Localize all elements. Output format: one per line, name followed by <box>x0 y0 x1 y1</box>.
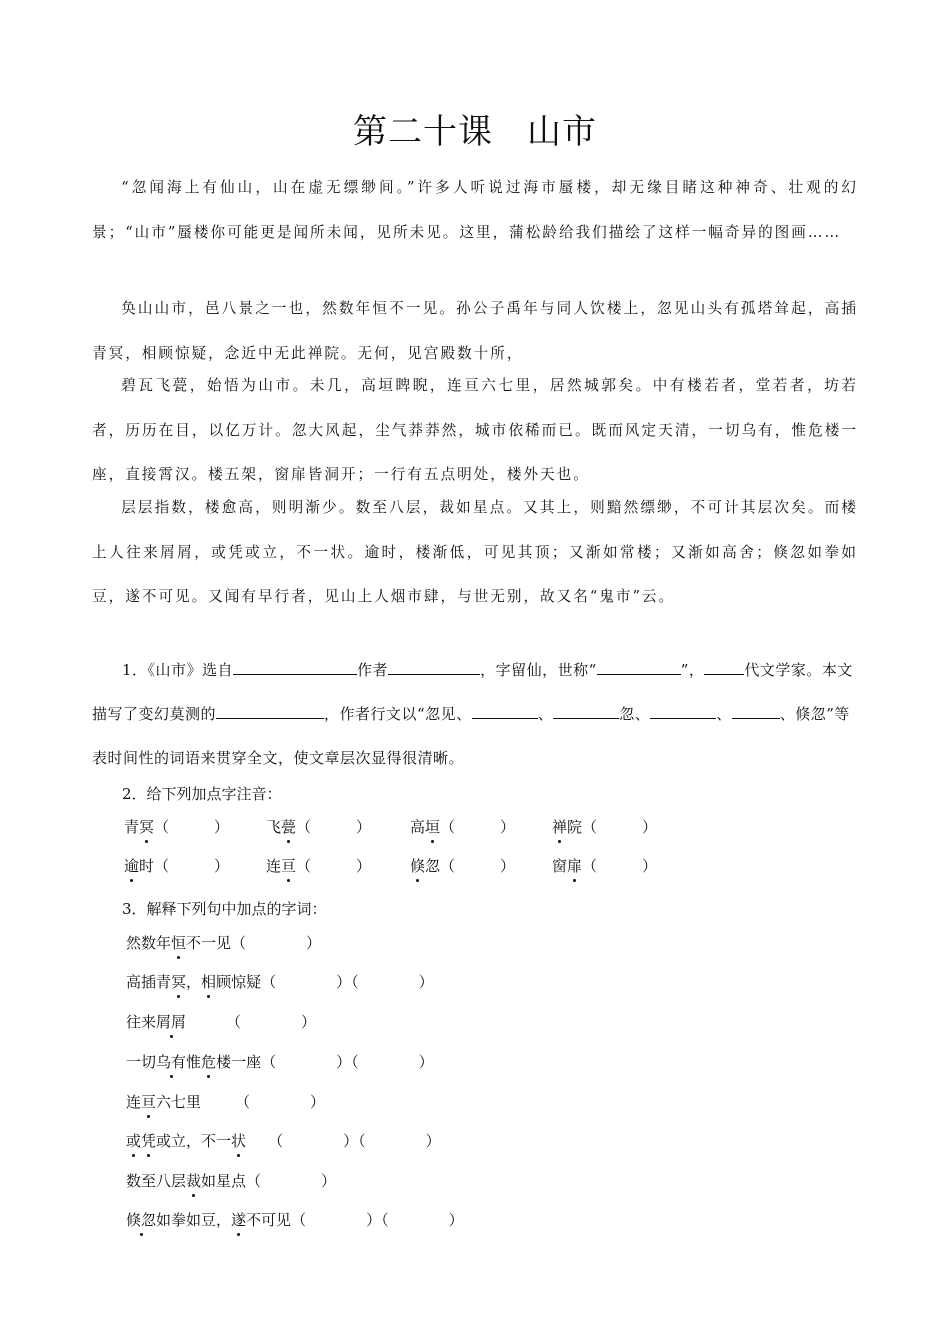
answer-paren[interactable]: （ ） <box>296 857 372 875</box>
question-3-heading: 3．解释下列句中加点的字词： <box>122 900 327 918</box>
answer-blank[interactable] <box>233 658 357 676</box>
answer-paren[interactable]: （ ）（ ） <box>261 1053 434 1071</box>
dotted-char: 或 <box>126 1132 142 1150</box>
answer-paren[interactable]: （ ） <box>154 857 230 875</box>
answer-blank[interactable] <box>732 702 780 720</box>
explain-item: 高插青冥，相顾惊疑（ ）（ ） <box>126 973 434 991</box>
question-1: 1．《山市》选自 作者 ，字留仙，世称“ ”， 代文学家。本文描写了变幻莫测的 ，作者行文以“忽见、 、 忽、 、 、倏忽”等表时间性的词语来贯穿全文，使文章层次显得很清晰。 <box>92 648 858 780</box>
answer-blank[interactable] <box>553 702 619 720</box>
answer-blank[interactable] <box>650 702 716 720</box>
lesson-name: 山市 <box>527 112 597 152</box>
dotted-char: 甍 <box>281 818 297 836</box>
answer-paren[interactable]: （ ） <box>582 818 658 836</box>
dotted-char: 屑屑 <box>156 1013 187 1031</box>
answer-paren[interactable]: （ ） <box>154 818 230 836</box>
pinyin-item: 逾时（ ） <box>124 857 230 875</box>
pinyin-item: 连亘（ ） <box>266 857 372 875</box>
answer-paren[interactable]: （ ）（ ） <box>261 973 434 991</box>
dotted-char: 冥 <box>171 973 187 991</box>
answer-paren[interactable]: （ ）（ ） <box>291 1211 464 1229</box>
answer-blank[interactable] <box>704 658 744 676</box>
dotted-char: 凭 <box>141 1132 157 1150</box>
explain-item: 一切乌有惟危楼一座（ ）（ ） <box>126 1053 434 1071</box>
dotted-char: 亘 <box>141 1093 157 1111</box>
explain-item: 数至八层裁如星点（ ） <box>126 1172 337 1190</box>
answer-paren[interactable]: （ ） <box>246 1172 337 1190</box>
dotted-char: 垣 <box>425 818 441 836</box>
answer-blank[interactable] <box>388 658 480 676</box>
text-paragraph-1: 奂山山市，邑八景之一也，然数年恒不一见。孙公子禹年与同人饮楼上，忽见山头有孤塔耸起，高插青冥，相顾惊疑，念近中无此禅院。无何，见宫殿数十所， <box>92 300 858 362</box>
question-2-heading: 2．给下列加点字注音： <box>122 785 282 803</box>
pinyin-item: 飞甍（ ） <box>266 818 372 836</box>
pinyin-item: 高垣（ ） <box>410 818 516 836</box>
explain-item: 倏忽如拳如豆，遂不可见（ ）（ ） <box>126 1211 464 1229</box>
explain-item: 连亘六七里 （ ） <box>126 1093 326 1111</box>
dotted-char: 禅 <box>552 818 568 836</box>
answer-blank[interactable] <box>216 702 324 720</box>
answer-blank[interactable] <box>472 702 538 720</box>
dotted-char: 倏忽 <box>126 1211 157 1229</box>
dotted-char: 逾 <box>124 857 140 875</box>
intro-paragraph: “忽闻海上有仙山，山在虚无缥缈间。”许多人听说过海市蜃楼，却无缘目睹这种神奇、壮观的幻景；“山市”蜃楼你可能更是闻所未闻，见所未见。这里，蒲松龄给我们描绘了这样一幅奇异的图画…… <box>92 179 858 241</box>
answer-paren[interactable]: （ ） <box>235 1093 326 1111</box>
explain-item: 然数年恒不一见（ ） <box>126 934 322 952</box>
dotted-char: 扉 <box>567 857 583 875</box>
dotted-char: 状 <box>231 1132 247 1150</box>
dotted-char: 遂 <box>231 1211 247 1229</box>
pinyin-item: 禅院（ ） <box>552 818 658 836</box>
dotted-char: 乌有 <box>156 1053 187 1071</box>
dotted-char: 倏 <box>410 857 426 875</box>
dotted-char: 危 <box>201 1053 217 1071</box>
text-paragraph-3: 层层指数，楼愈高，则明渐少。数至八层，裁如星点。又其上，则黯然缥缈，不可计其层次矣。而楼上人往来屑屑，或凭或立，不一状。逾时，楼渐低，可见其顶；又渐如常楼；又渐如高舍；倏忽如拳如豆，遂不可见。又闻有早行者，见山上人烟市肆，与世无别，故又名“鬼市”云。 <box>92 499 858 605</box>
dotted-char: 恒 <box>171 934 187 952</box>
dotted-char: 裁 <box>186 1172 202 1190</box>
dotted-char: 冥 <box>139 818 155 836</box>
text-paragraph-2: 碧瓦飞甍，始悟为山市。未几，高垣睥睨，连亘六七里，居然城郭矣。中有楼若者，堂若者，坊若者，历历在目，以亿万计。忽大风起，尘气莽莽然，城市依稀而已。既而风定天清，一切乌有，惟危楼一座，直接霄汉。楼五架，窗扉皆洞开；一行有五点明处，楼外天也。 <box>92 377 858 483</box>
pinyin-item: 倏忽（ ） <box>410 857 516 875</box>
dotted-char: 相 <box>201 973 217 991</box>
pinyin-item: 青冥（ ） <box>124 818 230 836</box>
answer-paren[interactable]: （ ） <box>440 818 516 836</box>
pinyin-item: 窗扉（ ） <box>552 857 658 875</box>
answer-paren[interactable]: （ ） <box>582 857 658 875</box>
answer-paren[interactable]: （ ） <box>231 934 322 952</box>
answer-paren[interactable]: （ ） <box>296 818 372 836</box>
answer-blank[interactable] <box>597 658 681 676</box>
explain-item: 往来屑屑 （ ） <box>126 1013 317 1031</box>
dotted-char: 亘 <box>281 857 297 875</box>
answer-paren[interactable]: （ ） <box>440 857 516 875</box>
explain-item: 或凭或立，不一状 （ ）（ ） <box>126 1132 441 1150</box>
lesson-title <box>0 104 950 153</box>
answer-paren[interactable]: （ ）（ ） <box>268 1132 441 1150</box>
lesson-number: 第二十课 <box>353 112 493 152</box>
answer-paren[interactable]: （ ） <box>226 1013 317 1031</box>
